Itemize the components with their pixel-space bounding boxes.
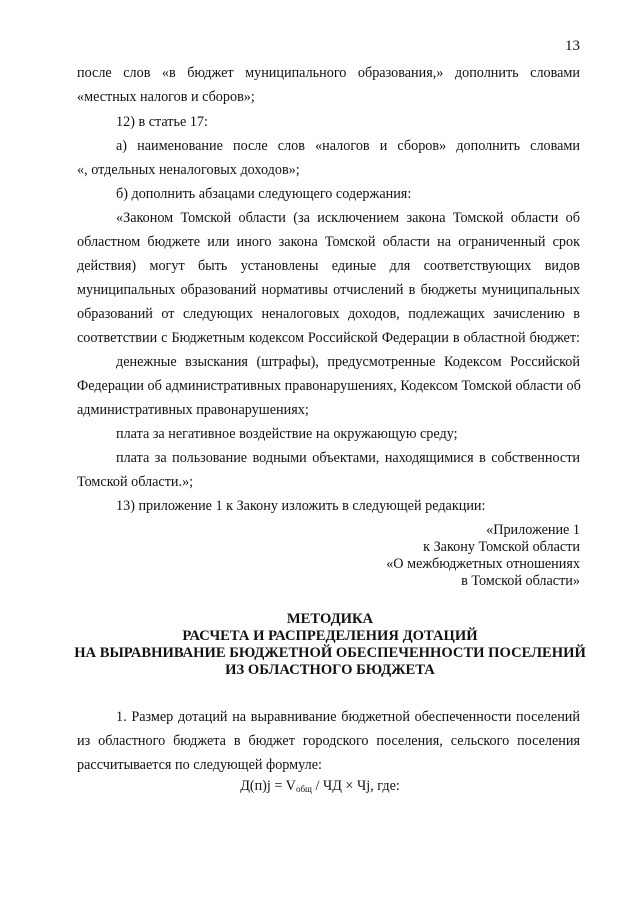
appendix-line: в Томской области» (461, 573, 580, 589)
appendix-line: к Закону Томской области (423, 539, 580, 555)
page-number: 13 (565, 38, 580, 54)
text-line: соответствии с Бюджетным кодексом Российской Федерации в областной бюджет: (77, 330, 580, 346)
appendix-line: «Приложение 1 (486, 522, 580, 538)
text-line: Томской области.»; (77, 474, 194, 490)
text-line: 1. Размер дотаций на выравнивание бюджетной обеспеченности поселений (116, 709, 580, 725)
text-line: Федерации об административных правонарушениях, Кодексом Томской области об (77, 378, 581, 394)
text-line: из областного бюджета в бюджет городского поселения, сельского поселения (77, 733, 580, 749)
text-line: плата за пользование водными объектами, находящимися в собственности (116, 450, 580, 466)
text-line: денежные взыскания (штрафы), предусмотренные Кодексом Российской (116, 354, 580, 370)
text-line: «Законом Томской области (за исключением закона Томской области об (116, 210, 580, 226)
appendix-line: «О межбюджетных отношениях (386, 556, 580, 572)
title-line: ИЗ ОБЛАСТНОГО БЮДЖЕТА (225, 662, 435, 678)
text-line: административных правонарушениях; (77, 402, 309, 418)
text-line: «, отдельных неналоговых доходов»; (77, 162, 300, 178)
text-line: б) дополнить абзацами следующего содержания: (116, 186, 412, 202)
text-line: муниципальных образований нормативы отчислений в бюджеты муниципальных (77, 282, 580, 298)
title-line: НА ВЫРАВНИВАНИЕ БЮДЖЕТНОЙ ОБЕСПЕЧЕННОСТИ ПОСЕЛЕНИЙ (74, 645, 586, 661)
methodology-title (60, 611, 600, 679)
text-line: «местных налогов и сборов»; (77, 89, 255, 105)
title-line: РАСЧЕТА И РАСПРЕДЕЛЕНИЯ ДОТАЦИЙ (182, 628, 478, 644)
text-line: 13) приложение 1 к Закону изложить в следующей редакции: (116, 498, 486, 514)
formula-subscript: общ (295, 784, 312, 794)
text-line: образований от следующих неналоговых доходов, подлежащих зачислению в (77, 306, 580, 322)
title-line: МЕТОДИКА (286, 611, 374, 627)
formula-right: / ЧД × Чj, где: (311, 778, 400, 794)
text-line: после слов «в бюджет муниципального образования,» дополнить словами (77, 65, 580, 81)
appendix-header (300, 522, 580, 590)
text-line: рассчитывается по следующей формуле: (77, 757, 322, 773)
text-line: 12) в статье 17: (116, 114, 208, 130)
text-line: действия) могут быть установлены единые для соответствующих видов (77, 258, 580, 274)
text-line: а) наименование после слов «налогов и сборов» дополнить словами (116, 138, 580, 154)
text-line: областном бюджете или иного закона Томской области на ограниченный срок (77, 234, 580, 250)
formula (0, 776, 640, 800)
formula-left: Д(п)j = V (240, 778, 296, 794)
text-line: плата за негативное воздействие на окружающую среду; (116, 426, 458, 442)
